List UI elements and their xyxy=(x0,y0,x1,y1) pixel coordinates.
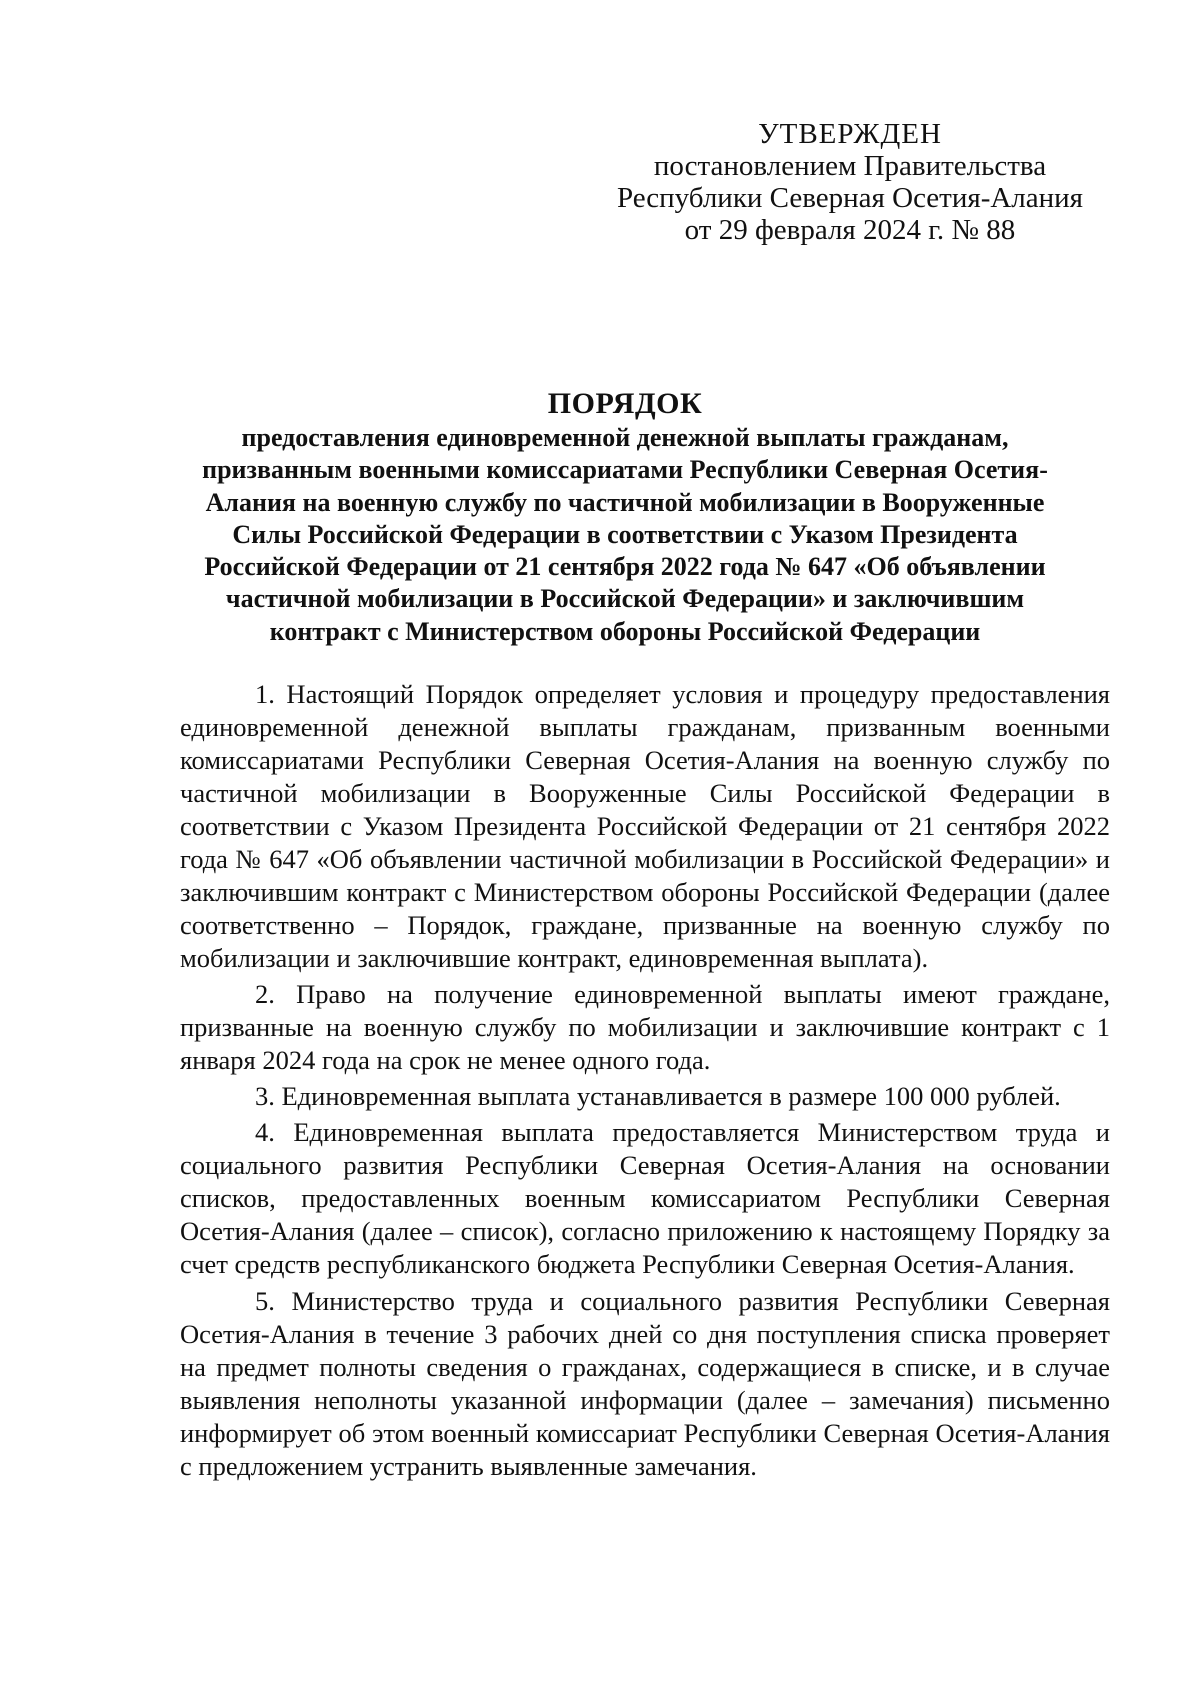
subtitle-line: частичной мобилизации в Российской Федерации» и заключившим xyxy=(225,584,1025,614)
document-title: ПОРЯДОК xyxy=(547,387,703,420)
subtitle-line: призванным военными комиссариатами Республики Северная Осетия- xyxy=(202,455,1048,485)
document-title-block xyxy=(150,386,1100,648)
approval-line-3: от 29 февраля 2024 г. № 88 xyxy=(684,214,1016,246)
subtitle-line: Силы Российской Федерации в соответствии с Указом Президента xyxy=(232,519,1018,549)
subtitle-line: контракт с Министерством обороны Российской Федерации xyxy=(269,616,981,646)
document-body xyxy=(180,678,1110,1483)
approval-line-2: Республики Северная Осетия-Алания xyxy=(616,182,1084,214)
paragraph-3: 3. Единовременная выплата устанавливается в размере 100 000 рублей. xyxy=(255,1081,1061,1111)
approval-heading: УТВЕРЖДЕН xyxy=(758,118,942,150)
paragraph-5: 5. Министерство труда и социального развития Республики Северная Осетия-Алания в течение 3 рабочих дней со дня поступления списка проверяет на предмет полноты сведения о гражданах, содержащиеся в списке, и в случае выявления неполноты указанной информации (далее – замечания) письменно информирует об этом военный комиссариат Республики Северная Осетия-Алания с предложением устранить выявленные замечания. xyxy=(180,1286,1110,1481)
subtitle-line: предоставления единовременной денежной выплаты гражданам, xyxy=(241,423,1009,452)
paragraph-4: 4. Единовременная выплата предоставляется Министерством труда и социального развития Республики Северная Осетия-Алания на основании списков, предоставленных военным комиссариатом Республики Северная Осетия-Алания (далее – список), согласно приложению к настоящему Порядку за счет средств республиканского бюджета Республики Северная Осетия-Алания. xyxy=(180,1117,1110,1279)
approval-stamp xyxy=(560,118,1140,246)
subtitle-line: Алания на военную службу по частичной мобилизации в Вооруженные xyxy=(205,487,1045,517)
document-subtitle xyxy=(150,422,1100,648)
approval-line-1: постановлением Правительства xyxy=(653,150,1047,182)
paragraph-2: 2. Право на получение единовременной выплаты имеют граждане, призванные на военную службу по мобилизации и заключившие контракт с 1 января 2024 года на срок не менее одного года. xyxy=(180,979,1110,1075)
subtitle-line: Российской Федерации от 21 сентября 2022 года № 647 «Об объявлении xyxy=(204,552,1046,582)
paragraph-1: 1. Настоящий Порядок определяет условия и процедуру предоставления единовременной денежной выплаты гражданам, призванным военными комиссариатами Республики Северная Осетия-Алания на военную службу по частичной мобилизации в Вооруженные Силы Российской Федерации в соответствии с Указом Президента Российской Федерации от 21 сентября 2022 года № 647 «Об объявлении частичной мобилизации в Российской Федерации» и заключившим контракт с Министерством обороны Российской Федерации (далее соответственно – Порядок, граждане, призванные на военную службу по мобилизации и заключившие контракт, единовременная выплата). xyxy=(180,679,1110,973)
